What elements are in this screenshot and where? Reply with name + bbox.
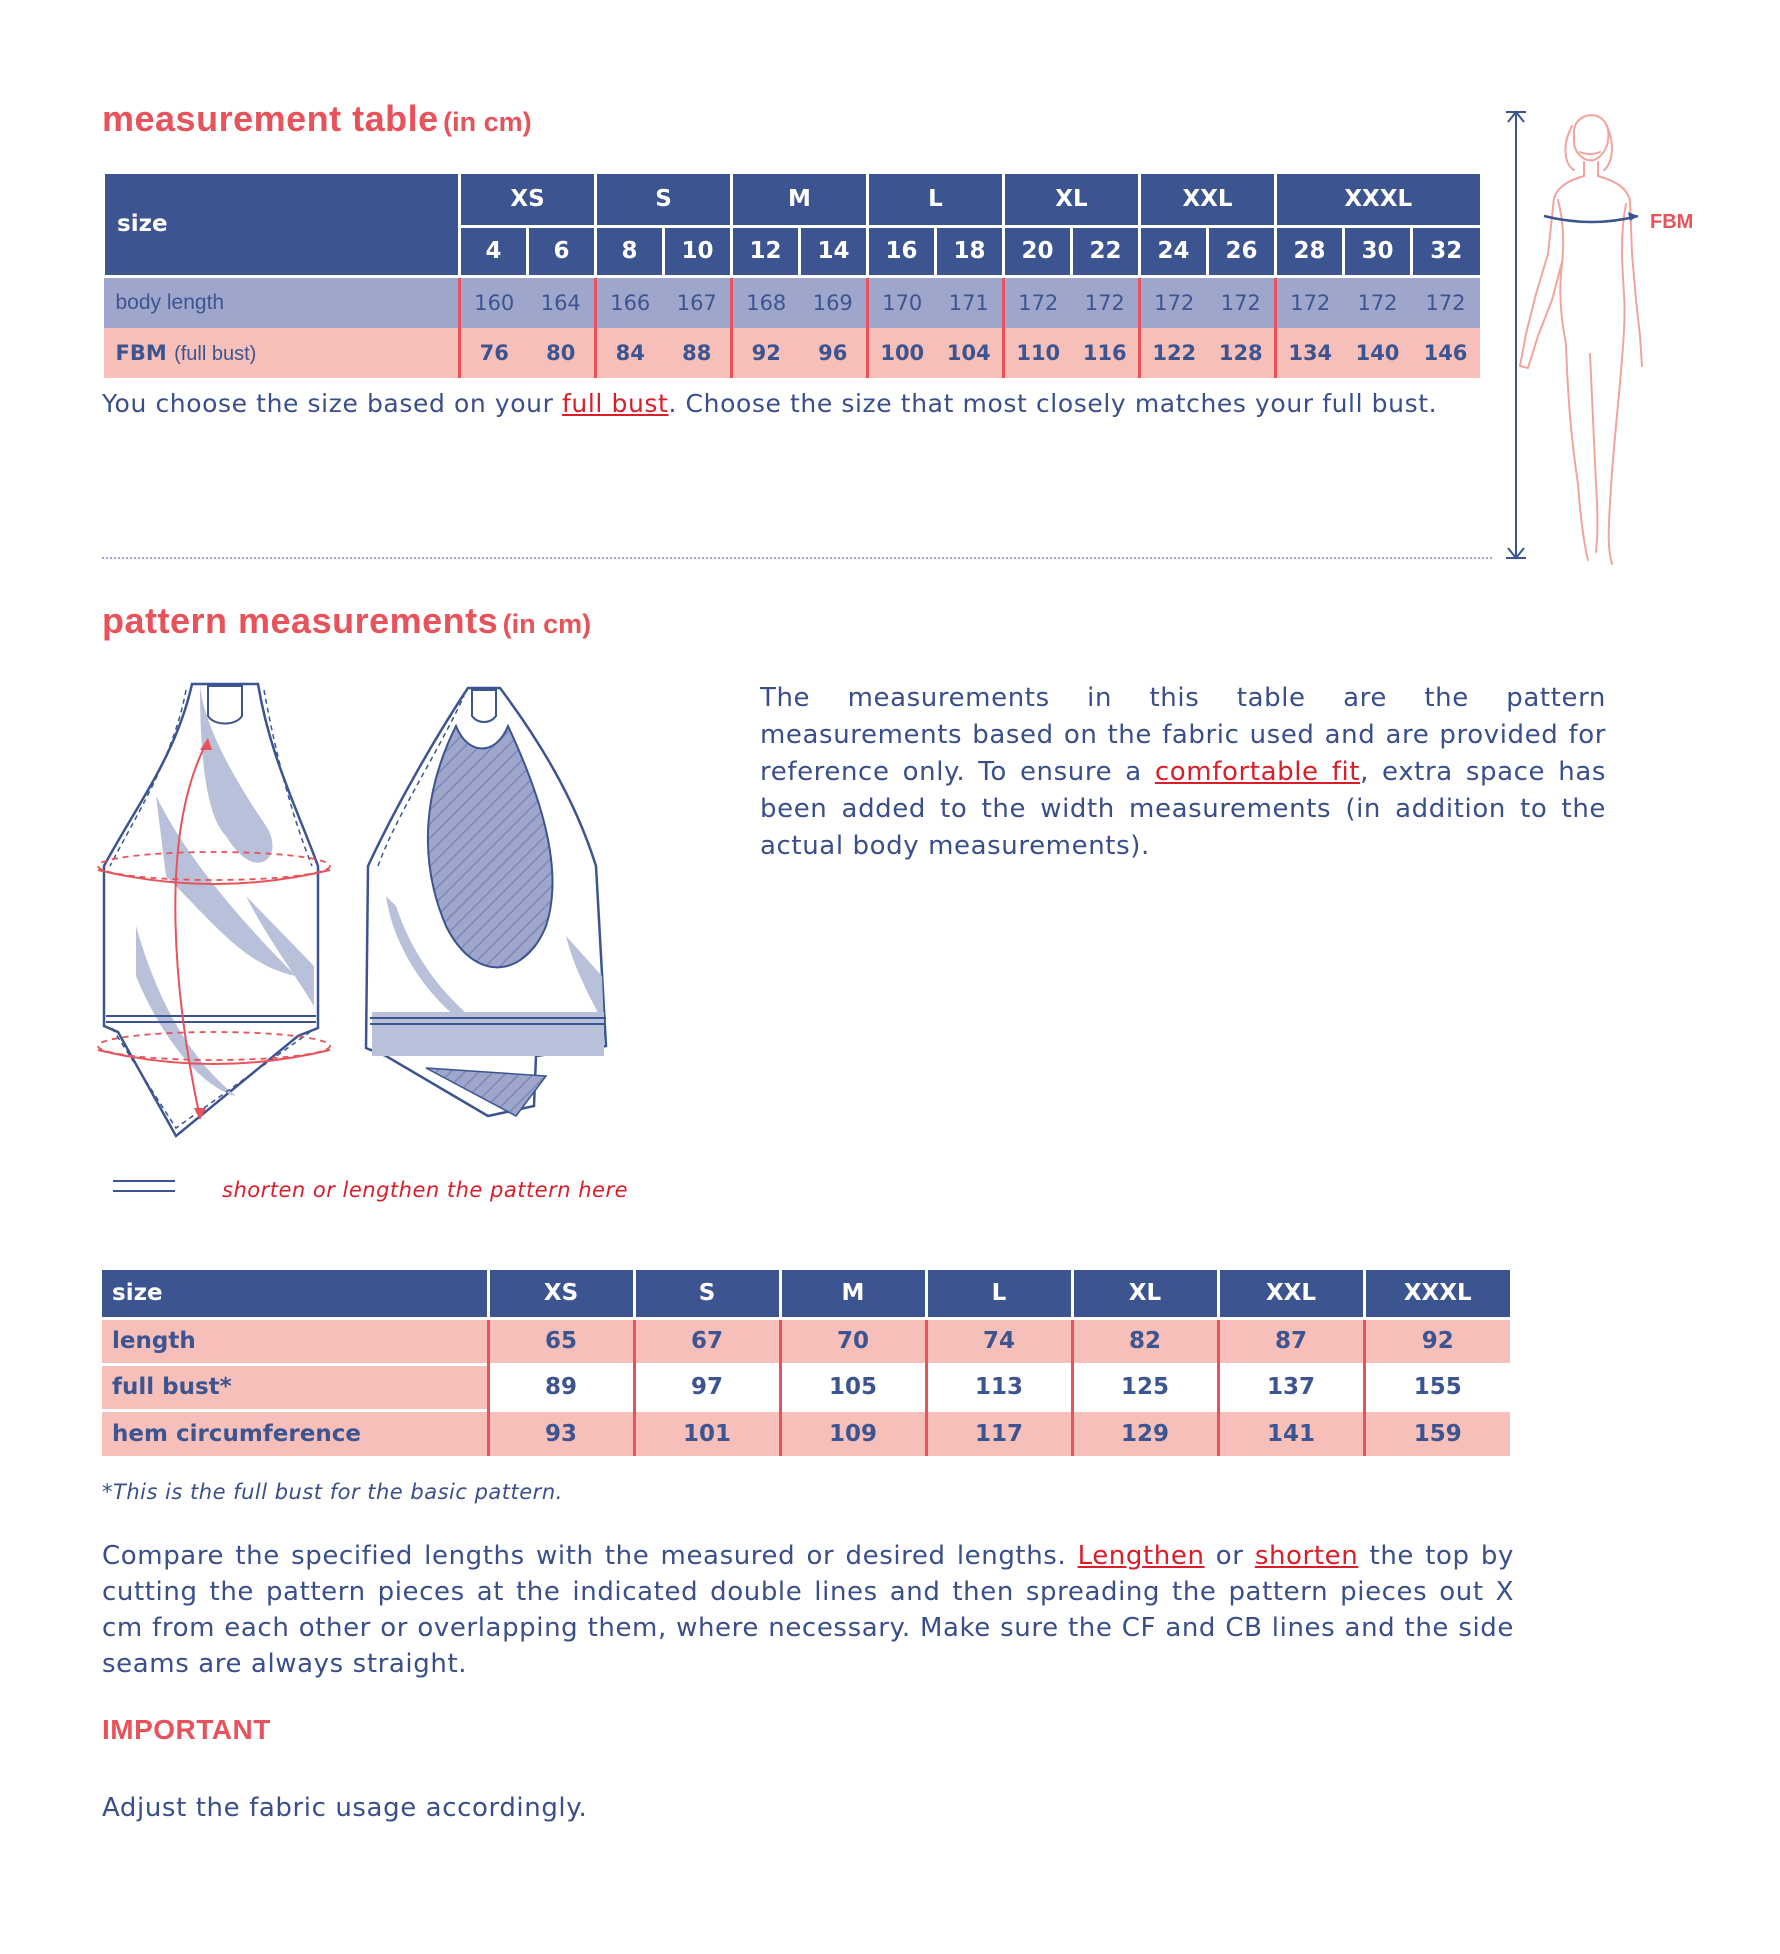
pattern-measurement-table — [102, 1270, 1510, 1456]
body-length-label: body length — [104, 276, 460, 328]
fbm-cell: 110 — [1004, 328, 1072, 378]
table-cell: 92 — [1364, 1318, 1510, 1364]
body-length-cell: 171 — [936, 276, 1004, 328]
size-number: 18 — [936, 226, 1004, 276]
woman-figure-icon — [1492, 104, 1752, 574]
table-cell: 82 — [1072, 1318, 1218, 1364]
heading-unit: (in cm) — [502, 609, 592, 639]
size-header-label: size — [102, 1270, 488, 1318]
fbm-figure-label: FBM — [1650, 211, 1694, 233]
size-group-s: S — [596, 174, 732, 226]
front-view-garment — [98, 684, 330, 1136]
size-number: 10 — [664, 226, 732, 276]
table-cell: 101 — [634, 1410, 780, 1456]
size-choice-note — [102, 386, 1522, 422]
note-text-2: . Choose the size that most closely matches your full bust. — [668, 389, 1438, 418]
table-cell: 155 — [1364, 1364, 1510, 1410]
body-figure-illustration — [1492, 104, 1752, 574]
table-cell: 137 — [1218, 1364, 1364, 1410]
fbm-cell: 122 — [1140, 328, 1208, 378]
size-number: 8 — [596, 226, 664, 276]
fbm-label-sub: (full bust) — [174, 342, 257, 365]
table-cell: 70 — [780, 1318, 926, 1364]
back-view-garment — [366, 688, 606, 1116]
body-length-cell: 160 — [460, 276, 528, 328]
fbm-cell: 116 — [1072, 328, 1140, 378]
table-cell: 113 — [926, 1364, 1072, 1410]
size-number: 22 — [1072, 226, 1140, 276]
table-cell: 74 — [926, 1318, 1072, 1364]
table-cell: 89 — [488, 1364, 634, 1410]
fbm-cell: 92 — [732, 328, 800, 378]
fbm-cell: 128 — [1208, 328, 1276, 378]
fbm-cell: 76 — [460, 328, 528, 378]
size-number: 4 — [460, 226, 528, 276]
fbm-cell: 100 — [868, 328, 936, 378]
table-row — [102, 1364, 1510, 1410]
double-line-legend-icon — [113, 1180, 175, 1192]
body-length-cell: 166 — [596, 276, 664, 328]
table-cell: 129 — [1072, 1410, 1218, 1456]
size-number: 6 — [528, 226, 596, 276]
size-header: XL — [1072, 1270, 1218, 1318]
table-cell: 67 — [634, 1318, 780, 1364]
row-label: full bust* — [102, 1364, 488, 1410]
size-group-l: L — [868, 174, 1004, 226]
size-group-xl: XL — [1004, 174, 1140, 226]
body-length-cell: 167 — [664, 276, 732, 328]
important-heading: IMPORTANT — [102, 1714, 271, 1745]
legend-text: shorten or lengthen the pattern here — [222, 1178, 628, 1202]
body-length-cell: 164 — [528, 276, 596, 328]
table-cell: 93 — [488, 1410, 634, 1456]
fbm-cell: 80 — [528, 328, 596, 378]
body-length-cell: 172 — [1004, 276, 1072, 328]
size-header: M — [780, 1270, 926, 1318]
fbm-cell: 140 — [1344, 328, 1412, 378]
lengthen-link[interactable]: Lengthen — [1077, 1541, 1205, 1571]
full-bust-link[interactable]: full bust — [562, 389, 669, 418]
heading-title: measurement table — [102, 98, 439, 139]
halter-top-diagram — [96, 676, 766, 1156]
table-row — [102, 1318, 1510, 1364]
size-number: 32 — [1412, 226, 1480, 276]
size-number: 14 — [800, 226, 868, 276]
heading-title: pattern measurements — [102, 600, 499, 641]
intro-text-2: , extra space has been added to the width measurements (in addition to the actual body measurements). — [760, 757, 1607, 861]
pattern-measurements-heading — [102, 600, 591, 642]
fbm-cell: 84 — [596, 328, 664, 378]
body-measurement-table — [102, 174, 1480, 378]
size-header-label: size — [104, 174, 460, 276]
comfortable-fit-link[interactable]: comfortable fit — [1154, 757, 1361, 787]
size-group-xs: XS — [460, 174, 596, 226]
fbm-label — [104, 328, 460, 378]
compare-text-1: Compare the specified lengths with the measured or desired lengths. — [102, 1541, 1078, 1571]
table-cell: 105 — [780, 1364, 926, 1410]
size-number: 12 — [732, 226, 800, 276]
garment-illustrations — [96, 676, 766, 1156]
body-length-cell: 172 — [1276, 276, 1344, 328]
size-group-m: M — [732, 174, 868, 226]
fbm-cell: 104 — [936, 328, 1004, 378]
heading-unit: (in cm) — [443, 107, 532, 137]
body-length-cell: 172 — [1412, 276, 1480, 328]
adjust-fabric-note: Adjust the fabric usage accordingly. — [102, 1793, 588, 1823]
size-group-xxl: XXL — [1140, 174, 1276, 226]
pattern-intro-paragraph — [760, 680, 1606, 865]
size-header: L — [926, 1270, 1072, 1318]
shorten-link[interactable]: shorten — [1254, 1541, 1359, 1571]
table-cell: 109 — [780, 1410, 926, 1456]
table-cell: 87 — [1218, 1318, 1364, 1364]
table-cell: 125 — [1072, 1364, 1218, 1410]
size-header: S — [634, 1270, 780, 1318]
size-header: XS — [488, 1270, 634, 1318]
fbm-label-main: FBM — [115, 340, 167, 365]
table-cell: 159 — [1364, 1410, 1510, 1456]
section-divider — [102, 557, 1492, 559]
fbm-cell: 88 — [664, 328, 732, 378]
table-cell: 141 — [1218, 1410, 1364, 1456]
compare-text-2: or — [1204, 1541, 1255, 1571]
compare-text-3: the top by cutting the pattern pieces at the indicated double lines and then spreading the pattern pieces out X cm from each other or overlapping them, where necessary. Make sure the CF and CB lines and the side seams are always straight. — [102, 1541, 1514, 1679]
table-cell: 97 — [634, 1364, 780, 1410]
table-row — [102, 1410, 1510, 1456]
size-header: XXXL — [1364, 1270, 1510, 1318]
size-number: 24 — [1140, 226, 1208, 276]
row-label: length — [102, 1318, 488, 1364]
fbm-cell: 96 — [800, 328, 868, 378]
table-cell: 65 — [488, 1318, 634, 1364]
fbm-cell: 146 — [1412, 328, 1480, 378]
body-length-cell: 172 — [1344, 276, 1412, 328]
measurement-table-heading — [102, 98, 532, 140]
body-length-cell: 169 — [800, 276, 868, 328]
row-label: hem circumference — [102, 1410, 488, 1456]
size-number: 30 — [1344, 226, 1412, 276]
size-number: 26 — [1208, 226, 1276, 276]
size-group-xxxl: XXXL — [1276, 174, 1480, 226]
body-length-cell: 172 — [1208, 276, 1276, 328]
body-length-cell: 172 — [1072, 276, 1140, 328]
size-number: 28 — [1276, 226, 1344, 276]
table-cell: 117 — [926, 1410, 1072, 1456]
size-number: 16 — [868, 226, 936, 276]
footnote: *This is the full bust for the basic pattern. — [102, 1480, 563, 1504]
size-header: XXL — [1218, 1270, 1364, 1318]
note-text-1: You choose the size based on your — [102, 389, 563, 418]
body-length-cell: 172 — [1140, 276, 1208, 328]
intro-text-1: The measurements in this table are the pattern measurements based on the fabric used and are provided for reference only. To ensure a — [760, 683, 1606, 787]
adjust-length-paragraph — [102, 1538, 1514, 1682]
fbm-cell: 134 — [1276, 328, 1344, 378]
body-length-cell: 168 — [732, 276, 800, 328]
size-number: 20 — [1004, 226, 1072, 276]
body-length-cell: 170 — [868, 276, 936, 328]
